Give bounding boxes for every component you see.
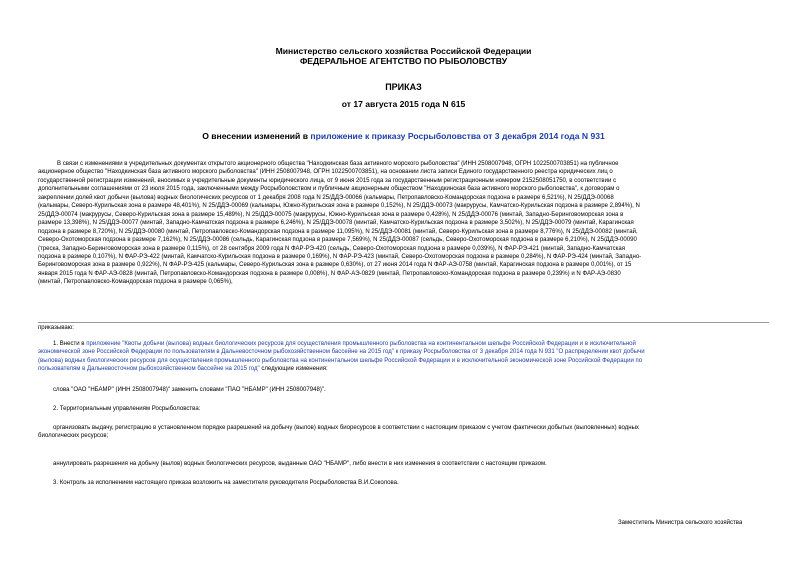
order-word: приказываю: — [38, 325, 74, 331]
item-2-paragraph — [38, 424, 768, 441]
item-1-line — [38, 340, 768, 348]
item-2-text-2: аннулировать разрешения на добычу (вылов) водных биологических ресурсов, выданные ОАО "НБАМР", либо внести в них изменения в соответствии с настоящим приказом. — [53, 461, 547, 467]
preamble-line: 25/ДДЭ-00074 (макрурусы, Северо-Курильская зона в размере 15,489%), N 25/ДДЭ-00075 (макрурусы, Южно-Курильская зона в размере 0,428%), N 25/ДДЭ-00076 (минтай, Западно-Беринговоморская зона в — [38, 211, 624, 218]
preamble-line: дополнительными соглашениями от 23 июля 2015 года, заключенными между Росрыболовством и публичным акционерным обществом "Находкинская база активного морского рыболовства", к договорам о — [38, 186, 620, 193]
item-1-line — [38, 365, 768, 373]
document-subject — [0, 131, 807, 141]
item-2-line: биологических ресурсов; — [38, 433, 109, 440]
preamble-line: (кальмары, Северо-Курильская зона в размере 48,401%), N 25/ДДЭ-00069 (кальмары, Южно-Курильская зона в размере 0,152%), N 25/ДДЭ-00073 (макрурусы, Камчатско-Курильская подзона в размере 2,894%), N — [38, 203, 640, 210]
document-date-number: от 17 августа 2015 года N 615 — [341, 99, 466, 109]
preamble-line: закреплении долей квот добычи (вылова) водных биологических ресурсов от 1 декабря 2008 года N 25/ДДЭ-00066 (кальмары, Петропавловско-Командорская подзона в размере 6,521%), N 25/ДДЭ-00068 — [38, 194, 614, 201]
item-1-link[interactable]: приложение "Квоты добычи (вылова) водных биологических ресурсов для осуществления промышленного рыболовства на континентальном шельфе Российской Федерации и в исключительной — [86, 341, 636, 347]
preamble-line: (треска, Западно-Беринговоморская зона в размере 0,115%), от 28 сентября 2009 года N ФАР-РЭ-420 (сельдь, Северо-Охотоморская подзона в размере 0,039%), N ФАР-РЭ-421 (минтай, Западно-Камчатская — [38, 245, 626, 252]
item-1-link-line[interactable]: экономической зоне Российской Федерации по пользователям в Дальневосточном рыбохозяйственном бассейне на 2015 год" к приказу Росрыболовства от 3 декабря 2014 года N 931 "О распределении квот добычи — [38, 349, 645, 356]
preamble-line: размере 13,398%), N 25/ДДЭ-00077 (минтай, Западно-Камчатская подзона в размере 6,246%), N 25/ДДЭ-00078 (минтай, Камчатско-Курильская подзона в размере 3,502%), N 25/ДДЭ-00079 (минтай, Карагинская — [38, 220, 634, 227]
item-1-paragraph — [38, 340, 768, 374]
item-2-heading: 2. Территориальным управлениям Росрыболовства: — [53, 406, 201, 412]
preamble-line: Беринговоморская зона в размере 0,922%), N ФАР-РЭ-425 (кальмары, Северо-Курильская зона в размере 0,630%), от 27 июня 2014 года N ФАР-АЭ-0758 (минтай, Карагинская подзона в размере 0,001%), от 15 — [38, 262, 632, 269]
item-1-link-end[interactable]: пользователям в Дальневосточном рыбохозяйственном бассейне на 2015 год" — [38, 366, 260, 373]
preamble-line: подзона в размере 8,720%), N 25/ДДЭ-00080 (минтай, Петропавловско-Командорская подзона в размере 11,095%), N 25/ДДЭ-00081 (минтай, Северо-Курильская зона в размере 8,776%), N 25/ДДЭ-00082 (минтай, — [38, 228, 638, 235]
preamble-line: акционерное общество "Находкинская база активного морского рыболовства" (ИНН 2508007948, ОГРН 1022500703851), на основании листа записи Единого государственного реестра юридических лиц о — [38, 169, 613, 176]
preamble-paragraph — [38, 160, 768, 287]
item-1-link-line[interactable]: (вылова) водных биологических ресурсов для осуществления промышленного рыболовства на континентальном шельфе Российской Федерации и в исключительной экономической зоне Российской Федерации по — [38, 357, 643, 364]
preamble-line: подзона в размере 0,107%), N ФАР-РЭ-422 (минтай, Камчатско-Курильская подзона в размере 0,169%), N ФАР-РЭ-423 (минтай, Северо-Охотоморская подзона в размере 0,284%), N ФАР-РЭ-424 (минтай, Западно- — [38, 253, 642, 260]
preamble-line: (минтай, Петропавловско-Командорская подзона в размере 0,065%), — [38, 279, 233, 286]
preamble-line: В связи с изменениями в учредительных документах открытого акционерного общества "Находкинская база активного морского рыболовства" (ИНН 2508007948, ОГРН 1022500703851) на публичное — [57, 161, 619, 167]
item-1-text: слова "ОАО "НБАМР" (ИНН 2508007948)" заменить словами "ПАО "НБАМР" (ИНН 2508007948)". — [53, 387, 326, 393]
document-type: ПРИКАЗ — [385, 82, 422, 92]
ministry-heading: Министерство сельского хозяйства Российской Федерации — [275, 46, 532, 56]
divider — [38, 322, 769, 323]
item-3: 3. Контроль за исполнением настоящего приказа возложить на заместителя руководителя Росрыболовства В.И.Соколова. — [53, 480, 399, 486]
item-1-suffix: следующие изменения: — [259, 366, 328, 373]
preamble-line: Северо-Охотоморская подзона в размере 7,162%), N 25/ДДЭ-00086 (сельдь, Карагинская подзона в размере 7,569%), N 25/ДДЭ-00087 (сельдь, Северо-Охотоморская подзона в размере 6,210%), N 25/ДДЭ-00090 — [38, 237, 637, 244]
item-1-prefix: 1. Внести в — [53, 341, 87, 347]
signature-title: Заместитель Министра сельского хозяйства — [618, 520, 743, 526]
subject-prefix: О внесении изменений в — [202, 131, 311, 141]
item-2-line: организовать выдачу, регистрацию в установленном порядке разрешений на добычу (вылов) водных биоресурсов в соответствии с настоящим приказом с учетом фактически добытых (выловленных) водных — [53, 425, 639, 431]
preamble-line: января 2015 года N ФАР-АЭ-0828 (минтай, Петропавловско-Командорская подзона в размере 0,008%), N ФАР-АЭ-0829 (минтай, Петропавловско-Командорская подзона в размере 0,239%) и N ФАР-АЭ-0830 — [38, 270, 621, 277]
agency-heading: ФЕДЕРАЛЬНОЕ АГЕНТСТВО ПО РЫБОЛОВСТВУ — [299, 56, 508, 66]
preamble-line: государственной регистрации изменений, вносимых в учредительные документы юридического лица, от 9 июня 2015 года за государственным регистрационным номером 2152508051750, в соответствии с — [38, 177, 617, 184]
subject-link[interactable]: приложение к приказу Росрыболовства от 3 декабря 2014 года N 931 — [310, 131, 605, 141]
